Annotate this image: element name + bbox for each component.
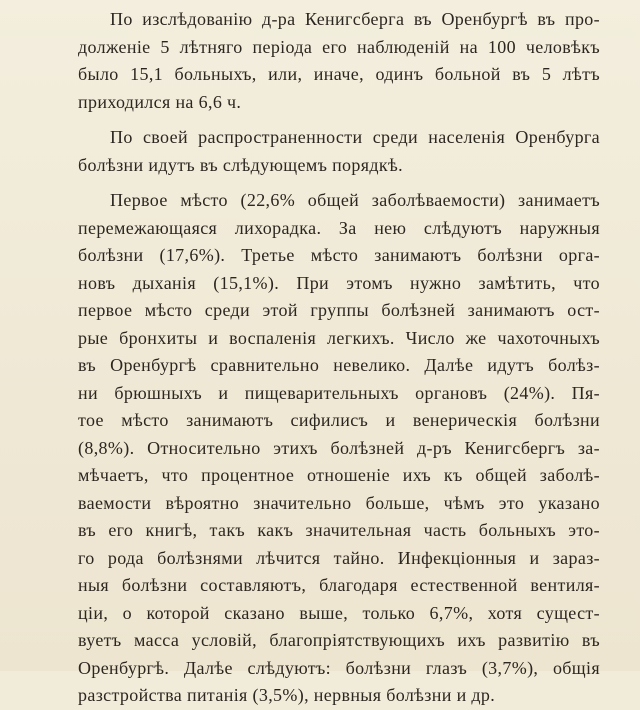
text-line: первое мѣсто среди этой группы болѣзней занимаютъ ост-: [78, 300, 600, 320]
text-line: было 15,1 больныхъ, или, иначе, одинъ больной въ 5 лѣтъ: [78, 64, 600, 84]
text-line: въ его книгѣ, такъ какъ значительная часть больныхъ это-: [78, 520, 600, 540]
text-line: болѣзни идутъ въ слѣдующемъ порядкѣ.: [78, 154, 403, 175]
text-line: перемежающаяся лихорадка. За нею слѣдуютъ наружныя: [78, 217, 600, 238]
text-line: тое мѣсто занимаютъ сифилисъ и венерическія болѣзни: [78, 410, 600, 430]
text-line: ваемости вѣроятно значительно больше, чѣмъ это указано: [78, 492, 600, 513]
text-line: По изслѣдованію д-ра Кенигсберга въ Оренбургѣ въ про-: [110, 9, 600, 29]
text-line: Оренбургѣ. Далѣе слѣдуютъ: болѣзни глазъ (3,7%), общія: [78, 657, 600, 678]
text-line: Первое мѣсто (22,6% общей заболѣваемости) занимаетъ: [110, 190, 600, 210]
text-line: разстройства питанія (3,5%), нервныя болѣзни и др.: [78, 685, 496, 705]
text-line: долженіе 5 лѣтняго періода его наблюденій на 100 человѣкъ: [78, 36, 600, 57]
text-line: ныя болѣзни составляютъ, благодаря естественной вентиля-: [78, 575, 600, 595]
paragraph-3: [78, 187, 600, 710]
text-line: приходился на 6,6 ч.: [78, 91, 242, 112]
text-line: въ Оренбургѣ сравнительно невелико. Далѣе идутъ болѣз-: [78, 355, 600, 375]
text-line: ни брюшныхъ и пищеварительныхъ органовъ (24%). Пя-: [78, 382, 600, 403]
paragraph-2: [78, 124, 600, 179]
text-line: болѣзни (17,6%). Третье мѣсто занимаютъ болѣзни орга-: [78, 245, 600, 265]
text-line: (8,8%). Относительно этихъ болѣзней д-ръ Кенигсбергъ за-: [78, 437, 600, 458]
text-line: го рода болѣзнями лѣчится тайно. Инфекціонныя и зараз-: [78, 547, 600, 568]
text-line: новъ дыханія (15,1%). При этомъ нужно замѣтить, что: [78, 272, 600, 293]
text-line: мѣчаетъ, что процентное отношеніе ихъ къ общей заболѣ-: [78, 465, 600, 485]
text-line: По своей распространенности среди населенія Оренбурга: [110, 127, 600, 147]
text-line: вуетъ масса условій, благопріятствующихъ ихъ развитію въ: [78, 630, 600, 650]
text-line: рые бронхиты и воспаленія легкихъ. Число же чахоточныхъ: [78, 327, 600, 348]
paragraph-1: [78, 6, 600, 116]
text-line: ціи, о которой сказано выше, только 6,7%, хотя сущест-: [78, 602, 600, 623]
